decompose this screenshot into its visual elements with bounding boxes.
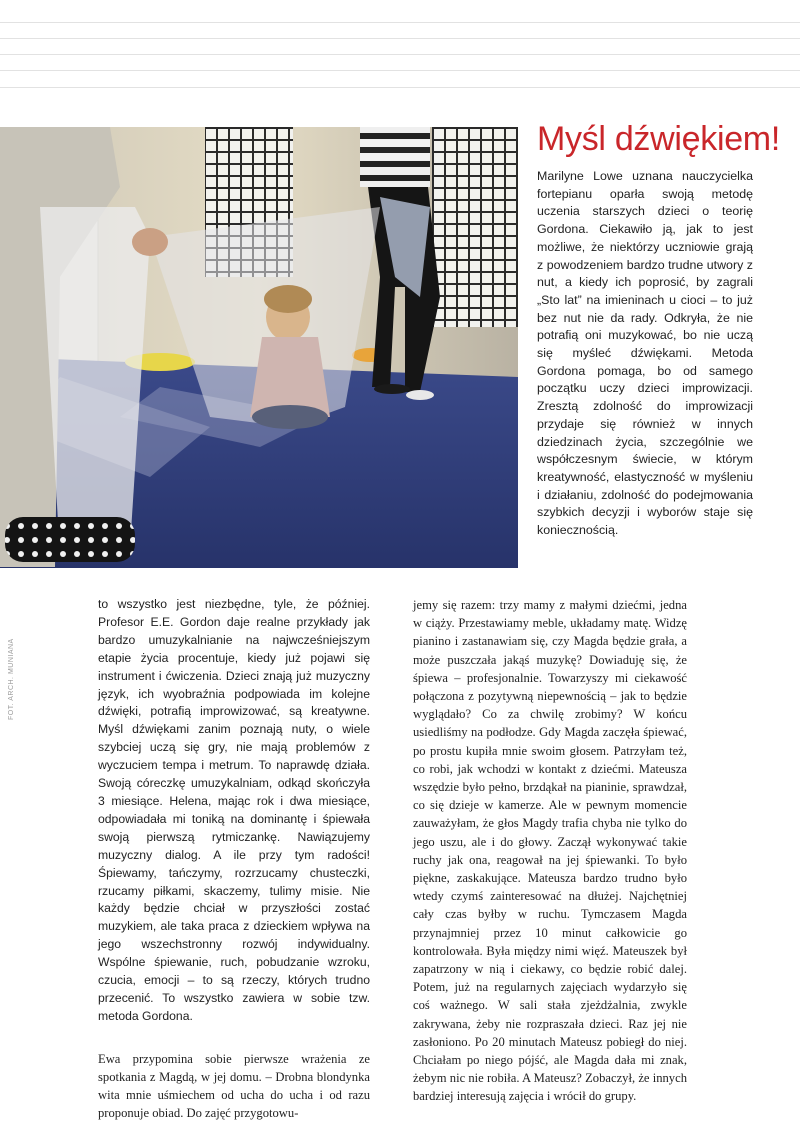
article-paragraph: to wszystko jest niezbędne, tyle, że później. Profesor E.E. Gordon daje realne przykłady jak bardzo umuzykalnianie na najwcześniejszym etapie życia procentuje, kiedy już pojawi się instrument i ćwiczenia. Dzieci znają już muzyczny język, ich wyobraźnia podpowiada im kolejne dźwięki, potrafią improwizować, są kreatywne. Myśl dźwiękami zanim poznają nuty, o wiele szybciej uczą się gry, nie mają problemów z wyczuciem tempa i metrum. To naprawdę działa. Swoją córeczkę umuzykalniam, odkąd skończyła 3 miesiące. Helena, mając rok i dwa miesiące, odpowiadała mi toniką na dominantę i śpiewała swoją pierwszą rytmiczankę. Nawiązujemy muzyczny dialog. A ile przy tym radości! Śpiewamy, tańczymy, rozrzucamy chusteczki, rzucamy piłkami, skaczemy, tulimy misie. Nie każdy będzie chciał w przyszłości zostać muzykiem, ale taka praca z dzieckiem wpływa na jego wszechstronny rozwój indywidualny. Wspólne śpiewanie, ruch, pobudzanie wzroku, czucia, emocji – to są rzeczy, których trudno przecenić. To wszystko zawiera w sobie tzw. metoda Gordona. bbox=[98, 597, 370, 1023]
photo-credit-text: FOT. ARCH. MUNIANA bbox=[8, 638, 15, 720]
polka-dot-sock bbox=[5, 517, 135, 562]
article-column-left bbox=[98, 596, 370, 1123]
photo-credit bbox=[8, 600, 20, 720]
article-paragraph: Ewa przypomina sobie pierwsze wrażenia ze spotkania z Magdą, w jej domu. – Drobna blondynka wita mnie uśmiechem od ucha do ucha i od razu proponuje obiad. Do zajęć przygotowu- bbox=[98, 1051, 370, 1121]
photo-illustration bbox=[0, 127, 518, 568]
header-rules bbox=[0, 0, 800, 110]
sidebar-text: Marilyne Lowe uznana nauczycielka fortepianu oparła swoją metodę uczenia starszych dzieci o teorię Gordona. Ciekawiło ją, jak to jest możliwe, że niektórzy uczniowie grają z powodzeniem bardzo trudne utwory z nut, a kiedy ich poprosić, by zagrali „Sto lat” na imieninach u cioci – to już bez nut nie da rady. Odkryła, że nie potrafią oni muzykować, bo nie uczą się myśleć dźwiękami. Metoda Gordona pomaga, bo od samego początku uczy dzieci improwizacji. Zresztą zdolność do improwizacji przydaje się również w innych dziedzinach życia, szczególnie we współczesnym świecie, w którym kreatywność, elastyczność w myśleniu i działaniu, zdolność do podejmowania szybkich decyzji i wyborów staje się koniecznością. bbox=[537, 169, 753, 538]
page-title: Myśl dźwiękiem! bbox=[537, 120, 780, 158]
article-photo bbox=[0, 127, 518, 568]
article-column-right: jemy się razem: trzy mamy z małymi dziećmi, jedna w ciąży. Przestawiamy meble, układamy matę. Widzę pianino i zastanawiam się, czy Magda będzie grała, a może puszczała jakąś muzykę? Dowiaduję się, że śpiewa – profesjonalnie. Towarzyszy mi ciekawość połączona z pozytywną niepewnością – jak to będzie wyglądało? Co za chwilę zrobimy? W końcu usiedliśmy na podłodze. Gdy Magda zaczęła śpiewać, po prostu kupiła mnie swoim głosem. Patrzyłam też, co robi, jak wchodzi w kontakt z dziećmi. Mateusza wszędzie było pełno, brzdąkał na pianinie, sprawdzał, co się dzieje w kamerze. Ale w pewnym momencie zauważyłam, że głos Magdy trafia chyba nie tylko do jego uszu, ale i do głowy. Zaczął wykonywać takie ruchy jak ona, reagował na jej śpiewanki. To było piękne, zaskakujące. Mateusza bardzo trudno było wtedy czymś zainteresować na dłużej. Najchętniej cały czas byłby w ruchu. Tymczasem Magda przynajmniej przez 10 minut całkowicie go kontrolowała. Była między nimi więź. Mateuszek był zapatrzony w nią i ciekawy, co będzie robić dalej. Potem, już na regularnych zajęciach wydarzyło się coś ważnego. W sali stała zjeżdżalnia, zwykle zakrywana, żeby nie rozpraszała dzieci. Raz jej nie zasłoniono. Po 20 minutach Mateusz pobiegł do niej. Chciałam po niego pójść, ale Magda dała mi znak, żebym nic nie robiła. A Mateusz? Zobaczył, że innych bardziej interesują zajęcia i wrócił do grupy. bbox=[413, 598, 687, 1104]
